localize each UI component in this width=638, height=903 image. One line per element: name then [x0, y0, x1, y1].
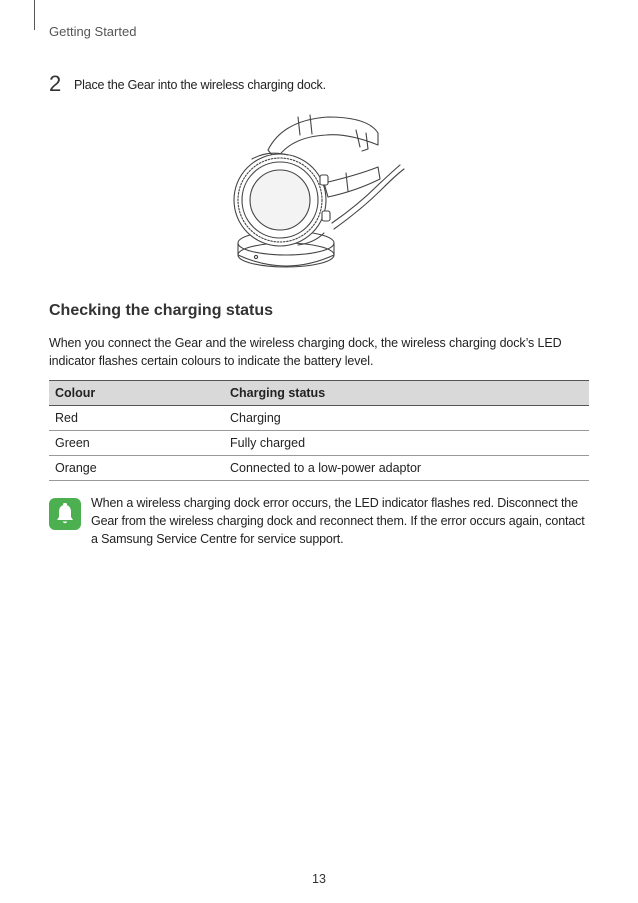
column-header-colour: Colour	[55, 386, 96, 400]
table-cell-status: Charging	[230, 411, 281, 425]
intro-paragraph: When you connect the Gear and the wireless charging dock, the wireless charging dock’s LED indicator flashes certain colours to indicate the battery level.	[49, 336, 562, 368]
section-heading: Checking the charging status	[49, 302, 274, 319]
table-row	[49, 456, 589, 481]
watch-on-charging-dock-illustration	[228, 105, 408, 280]
table-cell-colour: Orange	[55, 461, 97, 475]
bell-icon	[49, 498, 81, 530]
page-number: 13	[312, 872, 326, 886]
table-cell-status: Fully charged	[230, 436, 306, 450]
note-text: When a wireless charging dock error occurs, the LED indicator flashes red. Disconnect the Gear from the wireless charging dock and reconnect them. If the error occurs again, contact a Samsung Service Centre for service support.	[91, 496, 585, 546]
column-header-charging-status: Charging status	[230, 386, 326, 400]
table-cell-colour: Green	[55, 436, 90, 450]
table-row	[49, 406, 589, 431]
step-text: Place the Gear into the wireless charging dock.	[74, 78, 326, 92]
step-2	[49, 72, 326, 96]
side-rule	[34, 0, 35, 30]
table-header-row	[49, 381, 589, 406]
note-callout	[49, 494, 594, 548]
running-header: Getting Started	[49, 24, 137, 39]
table-row	[49, 431, 589, 456]
table-cell-colour: Red	[55, 411, 78, 425]
step-number: 2	[49, 71, 62, 96]
charging-status-table	[49, 380, 589, 481]
table-cell-status: Connected to a low-power adaptor	[230, 461, 422, 475]
